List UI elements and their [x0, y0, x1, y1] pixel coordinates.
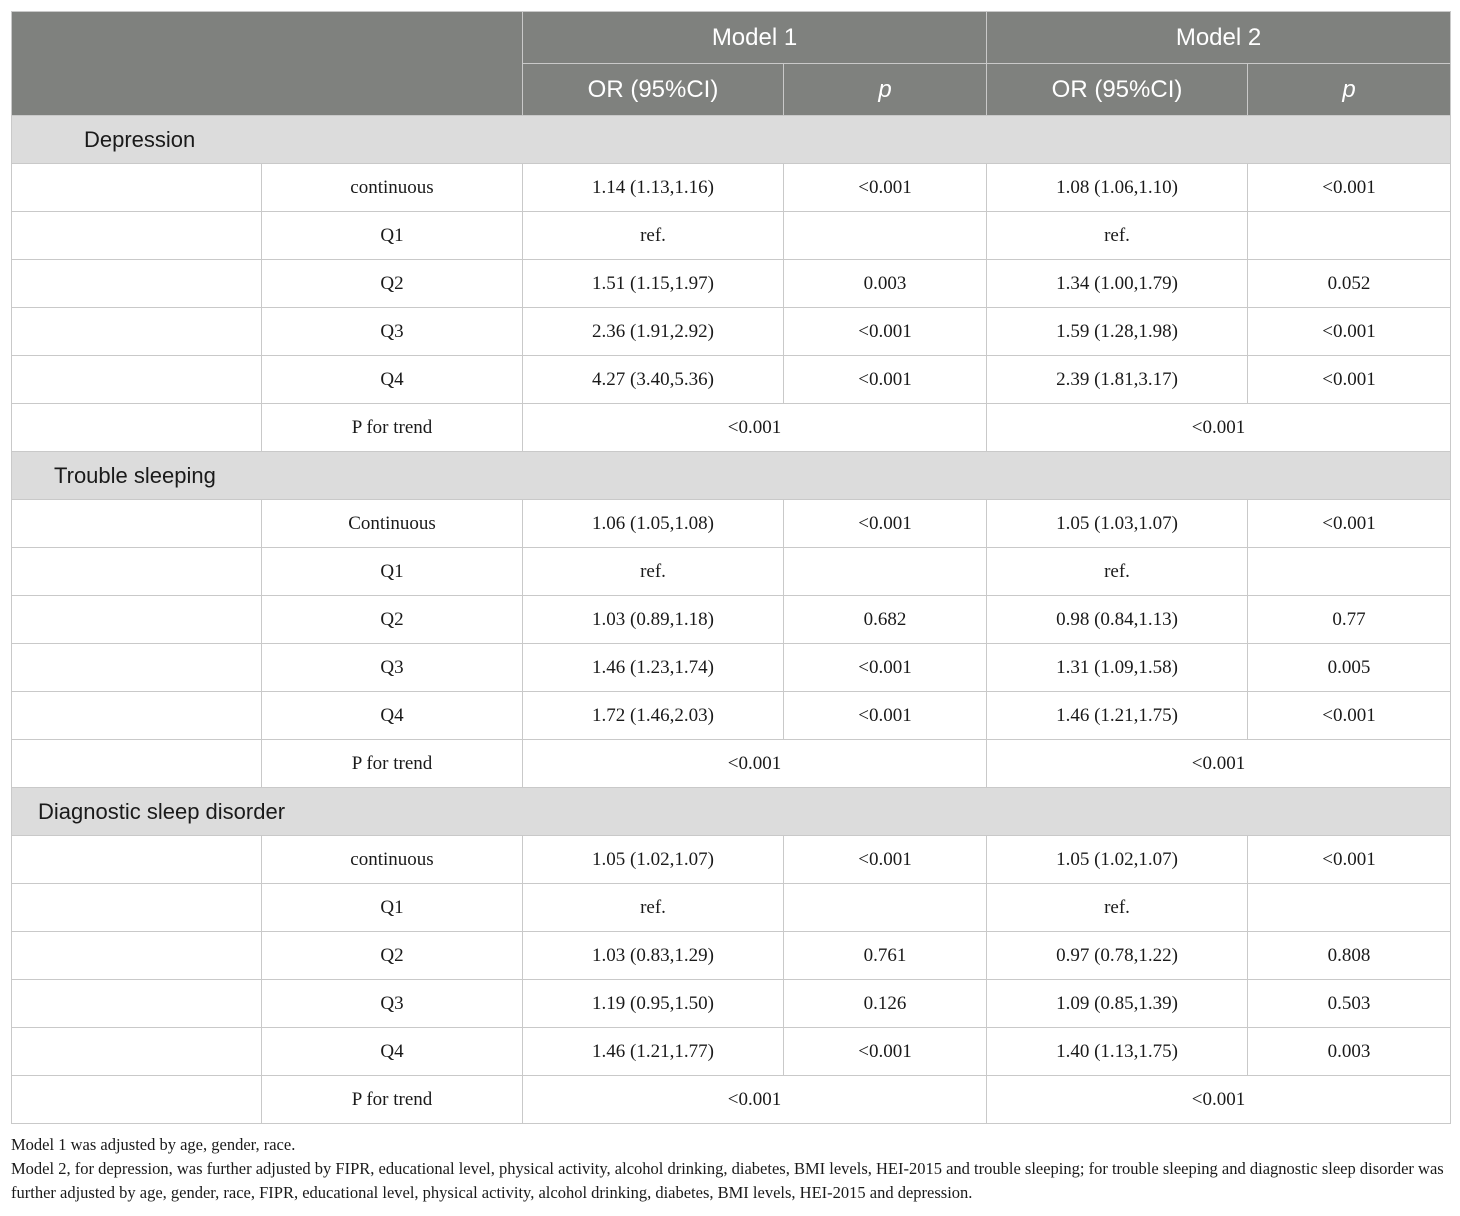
m1-or-cell: 1.14 (1.13,1.16)	[523, 164, 784, 212]
m2-p-cell: 0.052	[1248, 260, 1451, 308]
m2-p-cell: 0.005	[1248, 644, 1451, 692]
blank-cell	[12, 308, 262, 356]
header-m2-or: OR (95%CI)	[987, 64, 1248, 116]
m2-trend-cell: <0.001	[987, 740, 1451, 788]
m2-or-cell: 0.97 (0.78,1.22)	[987, 932, 1248, 980]
blank-cell	[12, 260, 262, 308]
m2-p-cell: <0.001	[1248, 164, 1451, 212]
m1-p-cell: <0.001	[784, 500, 987, 548]
row-label: Q3	[262, 644, 523, 692]
row-label: Q4	[262, 356, 523, 404]
blank-cell	[12, 1028, 262, 1076]
m1-p-cell: <0.001	[784, 836, 987, 884]
group-title: Diagnostic sleep disorder	[38, 798, 286, 824]
m2-or-cell: 1.31 (1.09,1.58)	[987, 644, 1248, 692]
m2-p-cell: <0.001	[1248, 692, 1451, 740]
table-footnotes	[11, 1133, 1451, 1205]
m2-or-cell: 1.08 (1.06,1.10)	[987, 164, 1248, 212]
trend-label: P for trend	[262, 1076, 523, 1124]
table-row	[12, 596, 1451, 644]
row-label: continuous	[262, 836, 523, 884]
m1-p-cell: 0.761	[784, 932, 987, 980]
m2-trend-cell: <0.001	[987, 1076, 1451, 1124]
table-row	[12, 212, 1451, 260]
blank-cell	[12, 548, 262, 596]
m2-or-cell: 1.59 (1.28,1.98)	[987, 308, 1248, 356]
blank-cell	[12, 356, 262, 404]
table-row	[12, 164, 1451, 212]
m1-or-cell: 4.27 (3.40,5.36)	[523, 356, 784, 404]
blank-cell	[12, 212, 262, 260]
blank-cell	[12, 980, 262, 1028]
m2-p-cell: 0.808	[1248, 932, 1451, 980]
table-row	[12, 836, 1451, 884]
m2-p-cell: 0.77	[1248, 596, 1451, 644]
m2-or-cell: 1.09 (0.85,1.39)	[987, 980, 1248, 1028]
m1-or-cell: 1.03 (0.83,1.29)	[523, 932, 784, 980]
group-row-depression	[12, 116, 1451, 164]
blank-cell	[12, 740, 262, 788]
results-table	[11, 11, 1451, 1124]
row-label: Q3	[262, 980, 523, 1028]
header-m2-p: p	[1248, 64, 1451, 116]
m1-or-cell: 1.51 (1.15,1.97)	[523, 260, 784, 308]
m1-trend-cell: <0.001	[523, 1076, 987, 1124]
table-row	[12, 932, 1451, 980]
trend-label: P for trend	[262, 740, 523, 788]
m2-p-cell: 0.503	[1248, 980, 1451, 1028]
m1-or-cell: 1.46 (1.23,1.74)	[523, 644, 784, 692]
group-row-diagnostic-sleep-disorder	[12, 788, 1451, 836]
row-label: Q2	[262, 932, 523, 980]
group-title-cell	[12, 452, 1451, 500]
m2-p-cell: 0.003	[1248, 1028, 1451, 1076]
m1-or-cell: 1.05 (1.02,1.07)	[523, 836, 784, 884]
blank-cell	[12, 404, 262, 452]
table-row	[12, 500, 1451, 548]
m1-or-cell: ref.	[523, 884, 784, 932]
header-model2: Model 2	[987, 12, 1451, 64]
table-row	[12, 644, 1451, 692]
trend-label: P for trend	[262, 404, 523, 452]
m2-p-cell	[1248, 884, 1451, 932]
blank-cell	[12, 596, 262, 644]
m1-p-cell: <0.001	[784, 644, 987, 692]
m1-p-cell	[784, 212, 987, 260]
footnote-model2: Model 2, for depression, was further adjusted by FIPR, educational level, physical activity, alcohol drinking, diabetes, BMI levels, HEI-2015 and trouble sleeping; for trouble sleeping and diagnostic sleep disorder was further adjusted by age, gender, race, FIPR, educational level, physical activity, alcohol drinking, diabetes, BMI levels, HEI-2015 and depression.	[11, 1159, 1444, 1202]
m2-or-cell: ref.	[987, 548, 1248, 596]
m1-p-cell: 0.682	[784, 596, 987, 644]
m2-p-cell	[1248, 548, 1451, 596]
m2-or-cell: 1.40 (1.13,1.75)	[987, 1028, 1248, 1076]
m2-or-cell: ref.	[987, 884, 1248, 932]
table-row	[12, 548, 1451, 596]
table-row	[12, 980, 1451, 1028]
blank-cell	[12, 884, 262, 932]
blank-cell	[12, 164, 262, 212]
row-label: Continuous	[262, 500, 523, 548]
m2-or-cell: 0.98 (0.84,1.13)	[987, 596, 1248, 644]
row-label: Q4	[262, 692, 523, 740]
row-label: Q3	[262, 308, 523, 356]
table-row	[12, 308, 1451, 356]
m1-trend-cell: <0.001	[523, 740, 987, 788]
m2-p-cell: <0.001	[1248, 836, 1451, 884]
m1-or-cell: 1.46 (1.21,1.77)	[523, 1028, 784, 1076]
m1-or-cell: 1.72 (1.46,2.03)	[523, 692, 784, 740]
row-label: Q4	[262, 1028, 523, 1076]
m2-p-cell: <0.001	[1248, 356, 1451, 404]
m1-p-cell: <0.001	[784, 308, 987, 356]
row-label: continuous	[262, 164, 523, 212]
trend-row	[12, 404, 1451, 452]
row-label: Q2	[262, 260, 523, 308]
m1-or-cell: ref.	[523, 212, 784, 260]
m1-p-cell: 0.126	[784, 980, 987, 1028]
m2-p-cell: <0.001	[1248, 500, 1451, 548]
footnote-model1: Model 1 was adjusted by age, gender, race.	[11, 1135, 296, 1154]
m2-or-cell: 1.46 (1.21,1.75)	[987, 692, 1248, 740]
trend-row	[12, 740, 1451, 788]
group-row-trouble-sleeping	[12, 452, 1451, 500]
m2-or-cell: 1.34 (1.00,1.79)	[987, 260, 1248, 308]
m1-p-cell: <0.001	[784, 1028, 987, 1076]
m2-p-cell: <0.001	[1248, 308, 1451, 356]
row-label: Q2	[262, 596, 523, 644]
blank-cell	[12, 836, 262, 884]
header-m1-or: OR (95%CI)	[523, 64, 784, 116]
table-row	[12, 260, 1451, 308]
m1-or-cell: 1.03 (0.89,1.18)	[523, 596, 784, 644]
m2-or-cell: 1.05 (1.02,1.07)	[987, 836, 1248, 884]
table-row	[12, 356, 1451, 404]
m1-p-cell	[784, 884, 987, 932]
m2-or-cell: 2.39 (1.81,3.17)	[987, 356, 1248, 404]
m1-p-cell: 0.003	[784, 260, 987, 308]
group-title-cell	[12, 116, 1451, 164]
table-row	[12, 692, 1451, 740]
m1-p-cell: <0.001	[784, 164, 987, 212]
group-title-cell	[12, 788, 1451, 836]
group-title: Depression	[84, 126, 196, 152]
row-label: Q1	[262, 884, 523, 932]
row-label: Q1	[262, 212, 523, 260]
blank-cell	[12, 1076, 262, 1124]
blank-cell	[12, 500, 262, 548]
blank-cell	[12, 932, 262, 980]
m2-or-cell: ref.	[987, 212, 1248, 260]
header-m1-p: p	[784, 64, 987, 116]
header-model1: Model 1	[523, 12, 987, 64]
group-title: Trouble sleeping	[54, 462, 216, 488]
m1-trend-cell: <0.001	[523, 404, 987, 452]
m2-or-cell: 1.05 (1.03,1.07)	[987, 500, 1248, 548]
header-blank	[12, 12, 523, 116]
m1-p-cell: <0.001	[784, 692, 987, 740]
m1-or-cell: 1.06 (1.05,1.08)	[523, 500, 784, 548]
m2-trend-cell: <0.001	[987, 404, 1451, 452]
header-row-models	[12, 12, 1451, 64]
row-label: Q1	[262, 548, 523, 596]
m1-p-cell	[784, 548, 987, 596]
m1-p-cell: <0.001	[784, 356, 987, 404]
m1-or-cell: 1.19 (0.95,1.50)	[523, 980, 784, 1028]
blank-cell	[12, 644, 262, 692]
table-row	[12, 1028, 1451, 1076]
m2-p-cell	[1248, 212, 1451, 260]
m1-or-cell: ref.	[523, 548, 784, 596]
table-row	[12, 884, 1451, 932]
m1-or-cell: 2.36 (1.91,2.92)	[523, 308, 784, 356]
trend-row	[12, 1076, 1451, 1124]
blank-cell	[12, 692, 262, 740]
